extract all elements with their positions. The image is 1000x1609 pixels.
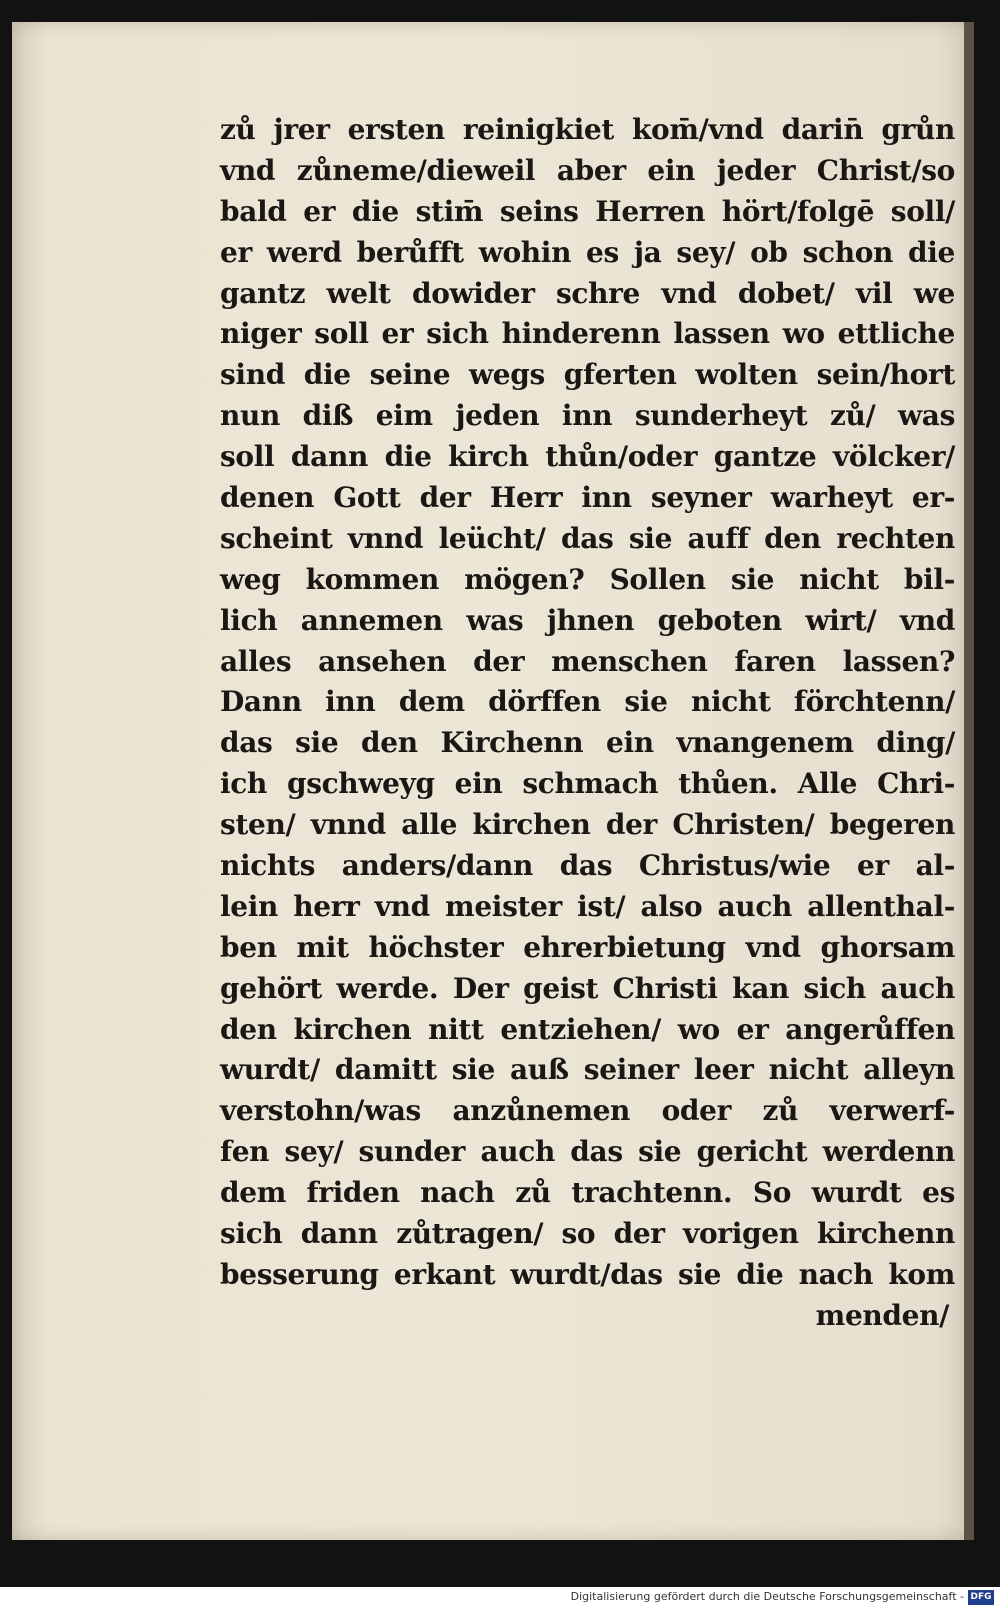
text-line-8: nun diß eim jeden inn sunderheyt zů/ was <box>220 399 955 433</box>
text-line-15: Dann inn dem dörffen sie nicht förchtenn/ <box>220 685 955 719</box>
text-line-23: den kirchen nitt entziehen/ wo er angerůffen <box>220 1012 955 1046</box>
footer-bar <box>0 1587 1000 1609</box>
text-line-4: er werd berůfft wohin es ja sey/ ob schon die <box>220 235 955 269</box>
funding-credit: Digitalisierung gefördert durch die Deutsche Forschungsgemeinschaft - <box>570 1590 964 1603</box>
text-line-27: dem friden nach zů trachtenn. So wurdt es <box>220 1176 955 1210</box>
text-line-6: niger soll er sich hinderenn lassen wo ettliche <box>220 317 955 351</box>
page-edge-shadow <box>964 22 974 1540</box>
text-line-14: alles ansehen der menschen faren lassen? <box>220 644 955 678</box>
text-line-19: nichts anders/dann das Christus/wie er al- <box>220 849 955 883</box>
text-line-20: lein herr vnd meister ist/ also auch allenthal- <box>220 889 955 923</box>
text-line-13: lich annemen was jhnen geboten wirt/ vnd <box>220 603 955 637</box>
text-line-29: besserung erkant wurdt/das sie die nach kom <box>220 1257 955 1291</box>
text-line-16: das sie den Kirchenn ein vnangenem ding/ <box>220 726 955 760</box>
page-text-block <box>220 110 955 1337</box>
text-line-11: scheint vnnd leücht/ das sie auff den rechten <box>220 521 955 555</box>
text-line-21: ben mit höchster ehrerbietung vnd ghorsam <box>220 930 955 964</box>
text-line-17: ich gschweyg ein schmach thůen. Alle Chri- <box>220 767 955 801</box>
text-line-18: sten/ vnnd alle kirchen der Christen/ begeren <box>220 808 955 842</box>
dfg-logo-icon[interactable]: DFG <box>968 1590 994 1605</box>
text-line-10: denen Gott der Herr inn seyner warheyt er- <box>220 481 955 515</box>
text-line-12: weg kommen mögen? Sollen sie nicht bil- <box>220 562 955 596</box>
text-line-26: fen sey/ sunder auch das sie gericht werdenn <box>220 1135 955 1169</box>
catchword: menden/ <box>815 1298 949 1332</box>
text-line-2: vnd zůneme/dieweil aber ein jeder Christ/so <box>220 153 955 187</box>
scan-bottom-border <box>0 1540 1000 1587</box>
text-line-9: soll dann die kirch thůn/oder gantze völcker/ <box>220 440 955 474</box>
text-line-3: bald er die stim̄ seins Herren hört/folgē soll/ <box>220 194 955 228</box>
text-line-25: verstohn/was anzůnemen oder zů verwerf- <box>220 1094 955 1128</box>
text-line-24: wurdt/ damitt sie auß seiner leer nicht alleyn <box>220 1053 955 1087</box>
text-line-7: sind die seine wegs gferten wolten sein/hort <box>220 358 955 392</box>
text-line-28: sich dann zůtragen/ so der vorigen kirchenn <box>220 1217 955 1251</box>
text-line-5: gantz welt dowider schre vnd dobet/ vil we <box>220 276 955 310</box>
text-line-22: gehört werde. Der geist Christi kan sich auch <box>220 971 955 1005</box>
text-line-1: zů jrer ersten reinigkiet kom̄/vnd darin̄ grůn <box>220 113 955 146</box>
